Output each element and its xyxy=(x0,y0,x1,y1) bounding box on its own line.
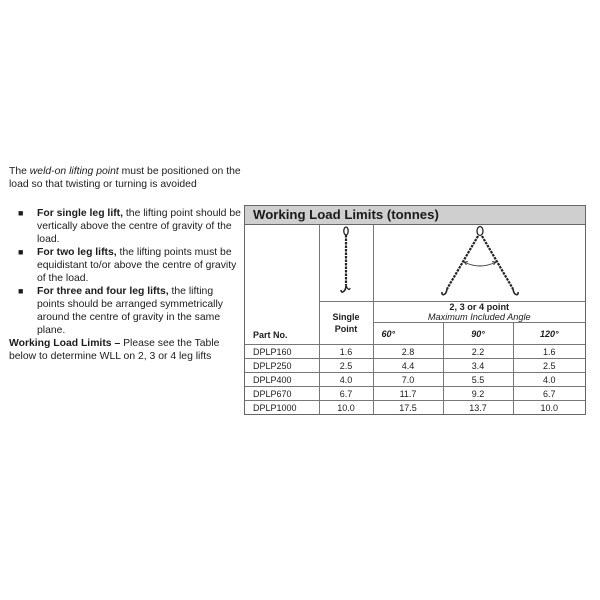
bullet-icon: ■ xyxy=(18,208,24,218)
angle-120-cell: 1.6 xyxy=(513,345,585,359)
multi-point-header: 2, 3 or 4 point Maximum Included Angle xyxy=(373,302,585,323)
angle-90-cell: 9.2 xyxy=(443,387,513,401)
angle-90-cell: 5.5 xyxy=(443,373,513,387)
lift-rules-list xyxy=(9,207,241,337)
wll-table xyxy=(244,205,586,415)
multi-chain-image xyxy=(373,225,585,302)
table-row xyxy=(245,387,585,401)
table-row xyxy=(245,373,585,387)
single-cell: 10.0 xyxy=(319,401,373,415)
part-cell: DPLP400 xyxy=(245,373,319,387)
blank-cell xyxy=(245,225,319,302)
angle-90-cell: 13.7 xyxy=(443,401,513,415)
angle-120-header: 120° xyxy=(513,323,585,345)
angle-90-header: 90° xyxy=(443,323,513,345)
two-leg-chain-icon xyxy=(374,225,586,301)
angle-60-cell: 17.5 xyxy=(373,401,443,415)
angle-60-cell: 11.7 xyxy=(373,387,443,401)
angle-60-cell: 2.8 xyxy=(373,345,443,359)
angle-90-cell: 3.4 xyxy=(443,359,513,373)
wll-note: Working Load Limits – Please see the Table below to determine WLL on 2, 3 or 4 leg lifts xyxy=(9,338,220,362)
table-row xyxy=(245,345,585,359)
single-cell: 4.0 xyxy=(319,373,373,387)
angle-60-cell: 7.0 xyxy=(373,373,443,387)
part-cell: DPLP1000 xyxy=(245,401,319,415)
single-chain-image xyxy=(319,225,373,302)
bullet-icon: ■ xyxy=(18,247,24,257)
rule-three-four-leg: ■ For three and four leg lifts, the lifting points should be arranged symmetrically around the centre of gravity in the same plane. xyxy=(18,286,223,336)
angle-120-cell: 2.5 xyxy=(513,359,585,373)
angle-90-cell: 2.2 xyxy=(443,345,513,359)
angle-120-cell: 6.7 xyxy=(513,387,585,401)
part-cell: DPLP250 xyxy=(245,359,319,373)
rule-single-leg: ■ For single leg lift, the lifting point should be vertically above the centre of gravity of the load. xyxy=(18,208,241,245)
part-no-header: Part No. xyxy=(245,302,319,345)
table-title: Working Load Limits (tonnes) xyxy=(245,206,585,225)
part-cell: DPLP160 xyxy=(245,345,319,359)
wll-grid xyxy=(245,225,585,414)
angle-60-header: 60° xyxy=(373,323,443,345)
single-cell: 6.7 xyxy=(319,387,373,401)
angle-120-cell: 4.0 xyxy=(513,373,585,387)
single-cell: 1.6 xyxy=(319,345,373,359)
angle-60-cell: 4.4 xyxy=(373,359,443,373)
intro-paragraph: The weld-on lifting point must be positioned on the load so that twisting or turning is avoided xyxy=(9,166,241,190)
rule-two-leg: ■ For two leg lifts, the lifting points must be equidistant to/or above the centre of gravity of the load. xyxy=(18,247,237,284)
table-row xyxy=(245,401,585,415)
single-cell: 2.5 xyxy=(319,359,373,373)
single-leg-chain-icon xyxy=(320,225,373,301)
table-row xyxy=(245,359,585,373)
instructions-panel xyxy=(9,165,241,363)
single-point-header: Single Point xyxy=(319,302,373,345)
angle-120-cell: 10.0 xyxy=(513,401,585,415)
part-cell: DPLP670 xyxy=(245,387,319,401)
bullet-icon: ■ xyxy=(18,286,24,296)
